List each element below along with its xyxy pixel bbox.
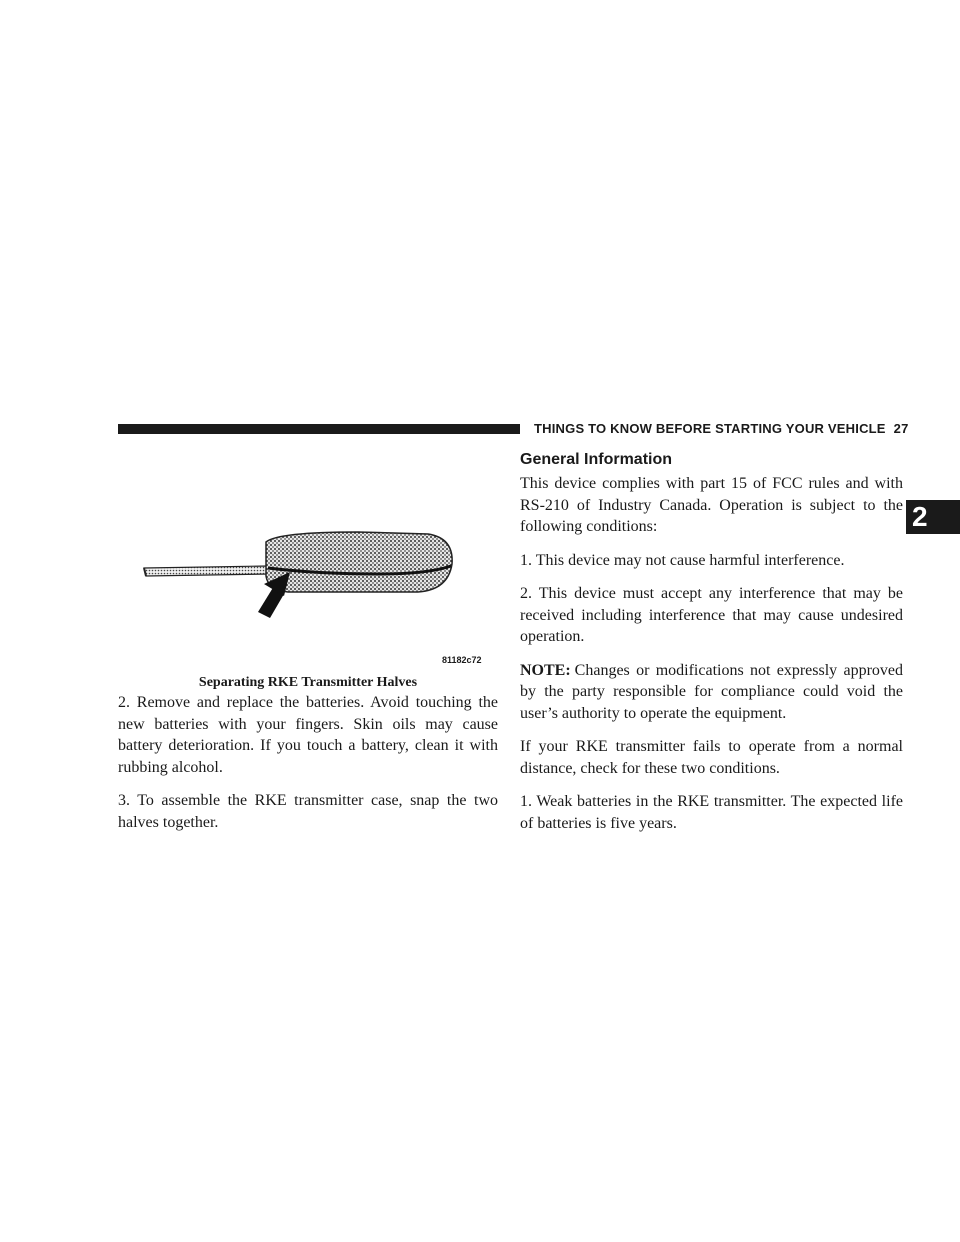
note-label: NOTE: (520, 661, 571, 679)
running-header (534, 421, 909, 436)
chapter-tab: 2 (906, 500, 960, 534)
weak-batteries-paragraph: 1. Weak batteries in the RKE transmitter. The expected life of batteries is five years. (520, 793, 903, 832)
fcc-paragraph: This device complies with part 15 of FCC rules and with RS-210 of Industry Canada. Operation is subject to the following conditions: (520, 475, 903, 535)
figure-code: 81182c72 (442, 655, 482, 665)
condition-2-paragraph: 2. This device must accept any interference that may be received including interference that may cause undesired operation. (520, 585, 903, 645)
note-text: Changes or modifications not expressly approved by the party responsible for compliance could void the user’s authority to operate the equipment. (520, 661, 903, 722)
right-column (520, 450, 903, 846)
note-paragraph (520, 660, 903, 725)
section-title: THINGS TO KNOW BEFORE STARTING YOUR VEHICLE (534, 421, 886, 436)
rke-transmitter-illustration (118, 512, 498, 672)
header-rule (118, 424, 520, 434)
step-2-paragraph: 2. Remove and replace the batteries. Avoid touching the new batteries with your fingers. Skin oils may cause battery deterioration. If you touch a battery, clean it with rubbing alcohol. (118, 694, 498, 776)
condition-1-paragraph: 1. This device may not cause harmful interference. (520, 551, 845, 569)
step-3-paragraph: 3. To assemble the RKE transmitter case, snap the two halves together. (118, 792, 498, 831)
figure-caption: Separating RKE Transmitter Halves (198, 675, 418, 690)
left-column (118, 692, 498, 845)
rke-transmitter-figure (118, 512, 498, 672)
page-number: 27 (893, 421, 909, 436)
section-heading: General Information (520, 451, 673, 468)
fails-paragraph: If your RKE transmitter fails to operate from a normal distance, check for these two conditions. (520, 738, 903, 777)
